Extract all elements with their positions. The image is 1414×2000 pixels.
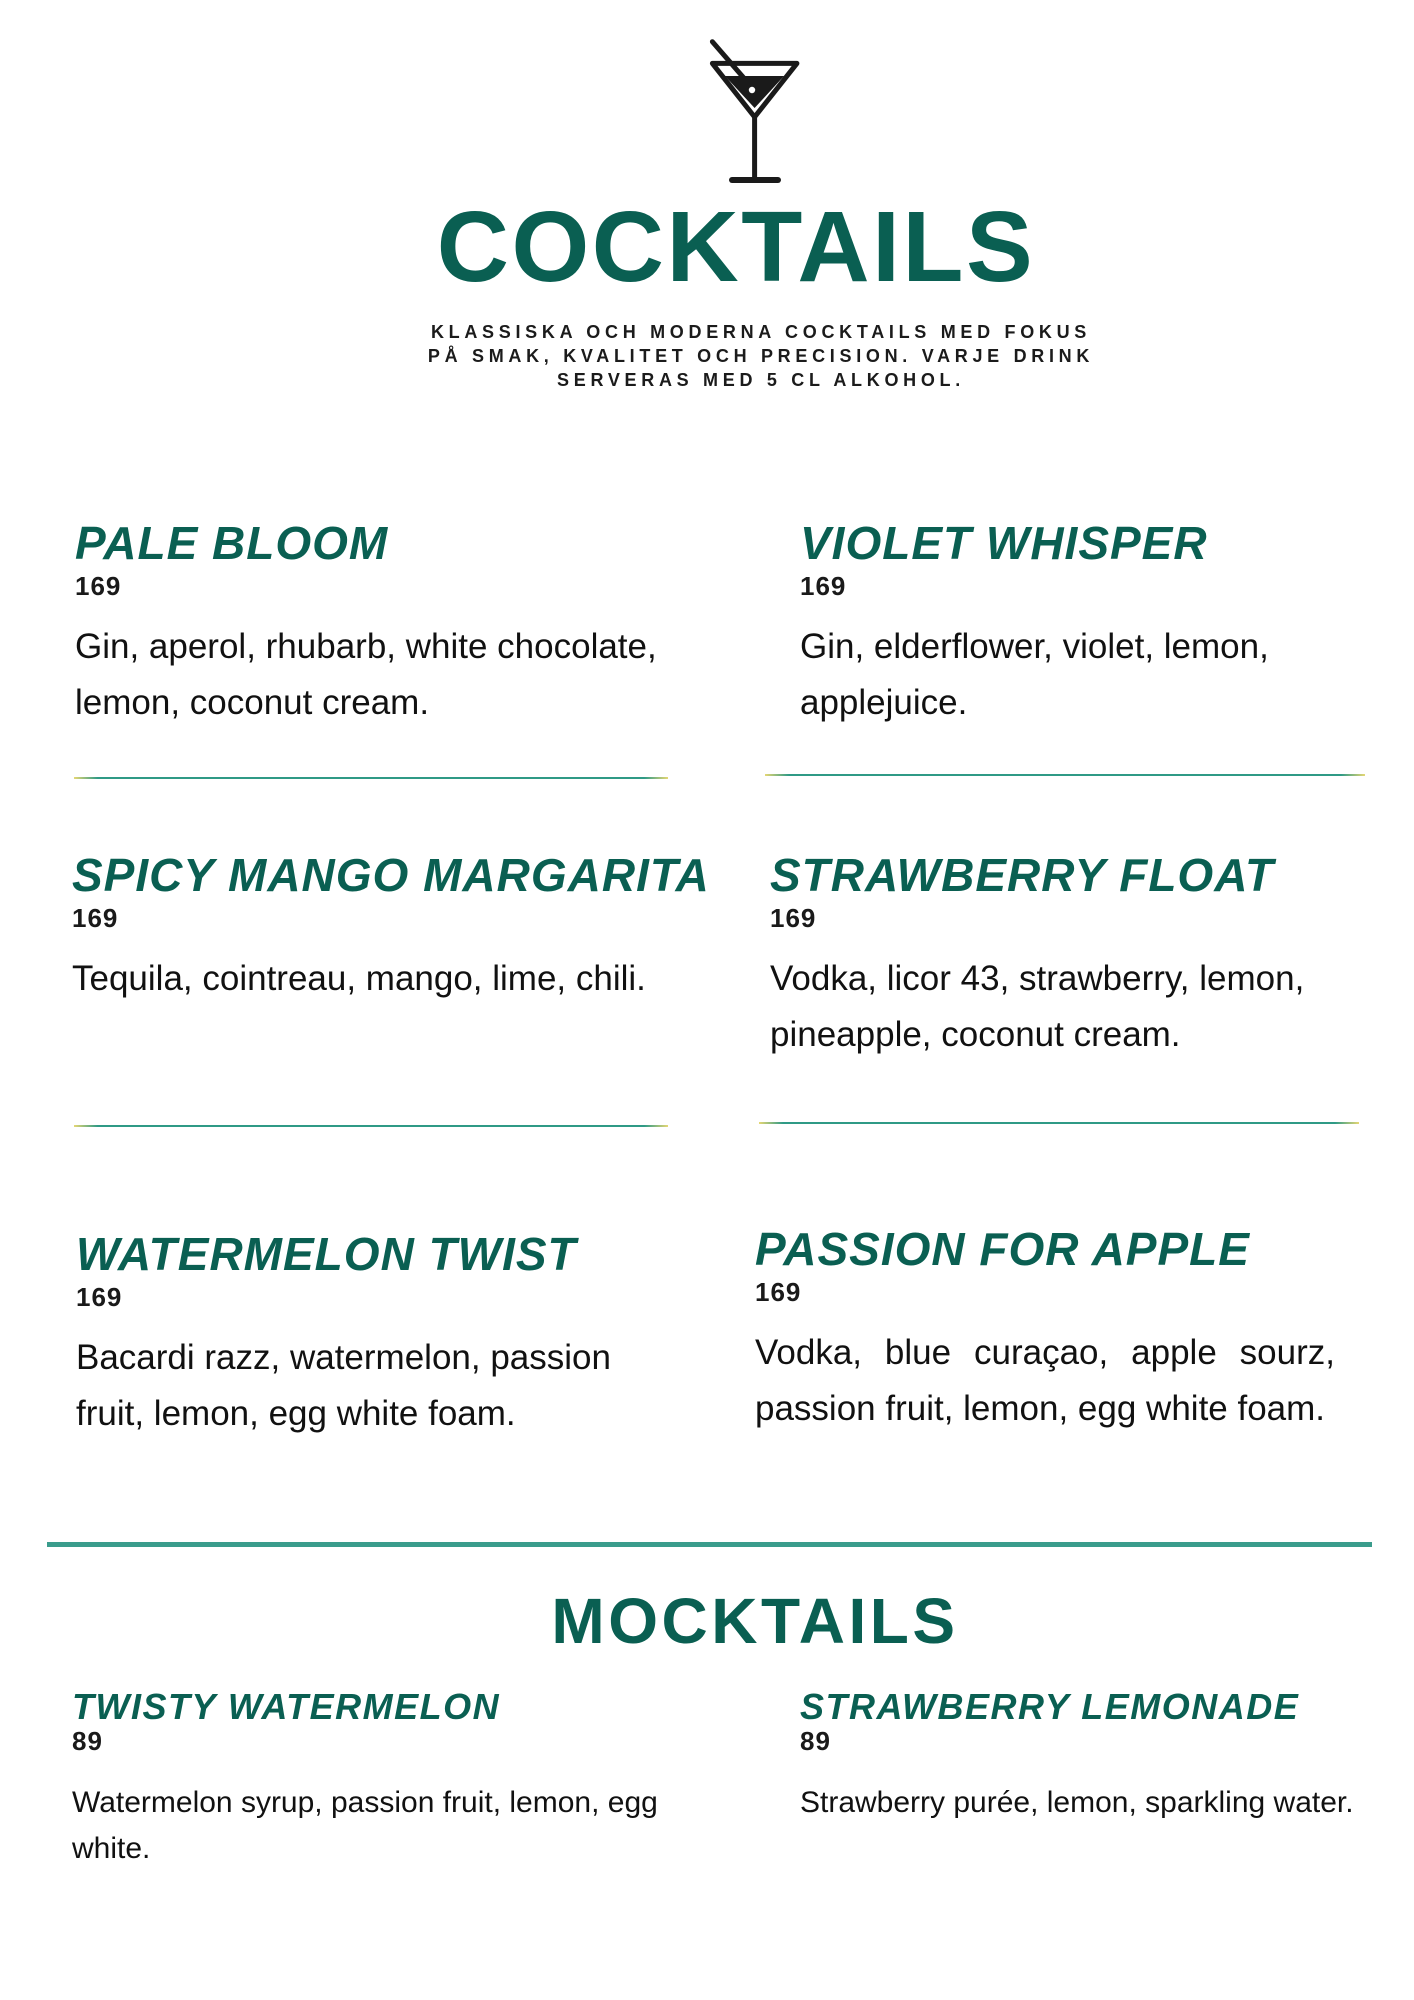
item-divider bbox=[74, 777, 668, 779]
mocktails-heading: MOCKTAILS bbox=[551, 1585, 959, 1657]
subtitle-line: SERVERAS MED 5 CL ALKOHOL. bbox=[557, 370, 965, 390]
cocktails-subtitle bbox=[401, 320, 1121, 392]
section-separator bbox=[47, 1542, 1372, 1547]
item-divider bbox=[74, 1125, 668, 1127]
drink-name: TWISTY WATERMELON bbox=[72, 1686, 501, 1727]
mocktail-item bbox=[800, 1686, 1400, 1826]
drink-name: SPICY MANGO MARGARITA bbox=[72, 849, 710, 901]
drink-description: Gin, aperol, rhubarb, white chocolate, lemon, coconut cream. bbox=[75, 627, 657, 722]
drink-price: 169 bbox=[770, 903, 817, 933]
drink-price: 89 bbox=[800, 1726, 831, 1756]
cocktail-item bbox=[72, 849, 712, 1007]
drink-description: Vodka, licor 43, strawberry, lemon, pineapple, coconut cream. bbox=[770, 959, 1305, 1054]
drink-name: STRAWBERRY LEMONADE bbox=[800, 1686, 1300, 1727]
drink-name: STRAWBERRY FLOAT bbox=[770, 849, 1275, 901]
cocktails-heading: COCKTAILS bbox=[436, 191, 1036, 303]
drink-description: Vodka, blue curaçao, apple sourz, passion fruit, lemon, egg white foam. bbox=[755, 1333, 1335, 1428]
item-divider bbox=[765, 774, 1365, 776]
drink-price: 169 bbox=[75, 571, 122, 601]
drink-price: 89 bbox=[72, 1726, 103, 1756]
drink-price: 169 bbox=[72, 903, 119, 933]
drink-description: Tequila, cointreau, mango, lime, chili. bbox=[72, 959, 646, 998]
drink-name: WATERMELON TWIST bbox=[76, 1228, 577, 1280]
cocktail-item bbox=[755, 1223, 1335, 1437]
drink-description: Bacardi razz, watermelon, passion fruit, lemon, egg white foam. bbox=[76, 1338, 611, 1433]
drink-price: 169 bbox=[800, 571, 847, 601]
drink-name: PALE BLOOM bbox=[75, 517, 389, 569]
martini-glass-icon bbox=[706, 34, 806, 190]
cocktail-item bbox=[76, 1228, 646, 1442]
drink-name: VIOLET WHISPER bbox=[800, 517, 1208, 569]
item-divider bbox=[759, 1122, 1359, 1124]
cocktail-item bbox=[75, 517, 715, 731]
subtitle-line: KLASSISKA OCH MODERNA COCKTAILS MED FOKUS bbox=[430, 322, 1092, 342]
drink-description: Watermelon syrup, passion fruit, lemon, egg white. bbox=[72, 1786, 658, 1865]
drink-price: 169 bbox=[755, 1277, 802, 1307]
drink-name: PASSION FOR APPLE bbox=[755, 1223, 1250, 1275]
mocktail-item bbox=[72, 1686, 692, 1872]
cocktail-item bbox=[770, 849, 1370, 1063]
cocktail-item bbox=[800, 517, 1360, 731]
drink-description: Strawberry purée, lemon, sparkling water. bbox=[800, 1786, 1354, 1819]
subtitle-line: PÅ SMAK, KVALITET OCH PRECISION. VARJE DRINK bbox=[427, 346, 1095, 366]
drink-description: Gin, elderflower, violet, lemon, applejuice. bbox=[800, 627, 1269, 722]
drink-price: 169 bbox=[76, 1282, 123, 1312]
